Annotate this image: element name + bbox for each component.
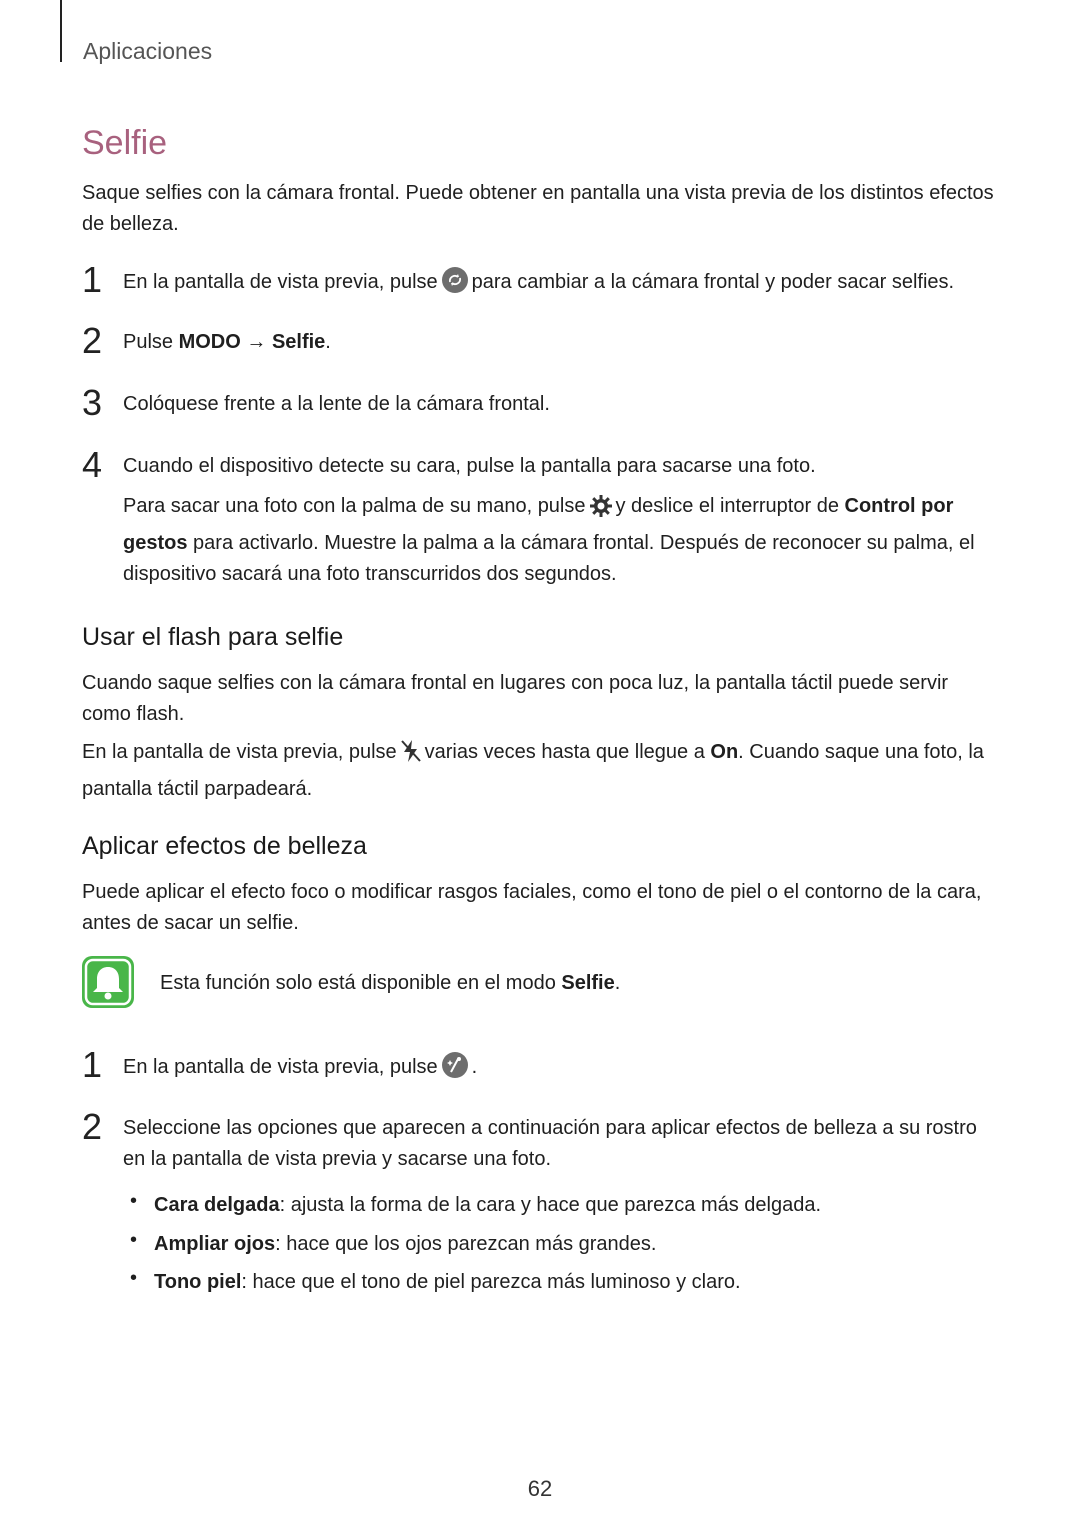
switch-camera-icon [441, 266, 469, 304]
step-number: 1 [82, 1044, 103, 1085]
settings-gear-icon [589, 494, 613, 528]
step-text: En la pantalla de vista previa, pulse . [123, 1051, 998, 1089]
list-item: Ampliar ojos: hace que los ojos parezcan más grandes. [154, 1233, 657, 1255]
flash-heading: Usar el flash para selfie [82, 623, 344, 651]
header-rule [60, 0, 62, 62]
list-item: Cara delgada: ajusta la forma de la cara y hace que parezca más delgada. [154, 1194, 822, 1216]
step4-subparagraph: Para sacar una foto con la palma de su mano, pulse y deslice el interruptor de Control por gestos para activarlo. Muestre la palma a la cámara frontal. Después de reconocer su palma, el dispositivo sacará una foto transcurridos dos segundos. [123, 495, 975, 585]
note-text: Esta función solo está disponible en el modo Selfie. [160, 972, 621, 994]
bullet: • [130, 1229, 138, 1251]
step-text: En la pantalla de vista previa, pulse para cambiar a la cámara frontal y poder sacar selfies. [123, 266, 998, 304]
step-text: Pulse MODO → Selfie. [123, 331, 331, 353]
page-title: Selfie [82, 124, 168, 162]
flash-paragraph: Cuando saque selfies con la cámara frontal en lugares con poca luz, la pantalla táctil puede servir como flash. [82, 672, 949, 725]
flash-off-icon [400, 738, 422, 774]
page-number: 62 [527, 1476, 553, 1501]
flash-paragraph-2: En la pantalla de vista previa, pulse varias veces hasta que llegue a On. Cuando saque una foto, la pantalla táctil parpadeará. [82, 737, 1002, 805]
list-item: Tono piel: hace que el tono de piel parezca más luminoso y claro. [154, 1271, 741, 1293]
beauty-paragraph: Puede aplicar el efecto foco o modificar rasgos faciales, como el tono de piel o el contorno de la cara, antes de sacar un selfie. [82, 881, 982, 934]
step-text: Colóquese frente a la lente de la cámara frontal. [123, 393, 550, 415]
intro-paragraph: Saque selfies con la cámara frontal. Puede obtener en pantalla una vista previa de los distintos efectos de belleza. [82, 182, 994, 235]
beauty-effect-icon [441, 1051, 469, 1089]
beauty-heading: Aplicar efectos de belleza [82, 832, 367, 860]
step-text: Seleccione las opciones que aparecen a continuación para aplicar efectos de belleza a su rostro en la pantalla de vista previa y sacarse una foto. [123, 1117, 977, 1170]
step-number: 4 [82, 444, 103, 485]
step-number: 1 [82, 259, 103, 300]
step-number: 2 [82, 1106, 103, 1147]
step-number: 2 [82, 320, 103, 361]
section-header: Aplicaciones [83, 38, 213, 64]
step-number: 3 [82, 382, 103, 423]
bullet: • [130, 1267, 138, 1289]
step-text: Cuando el dispositivo detecte su cara, pulse la pantalla para sacarse una foto. [123, 455, 816, 477]
note-bell-icon [82, 956, 134, 1008]
bullet: • [130, 1190, 138, 1212]
